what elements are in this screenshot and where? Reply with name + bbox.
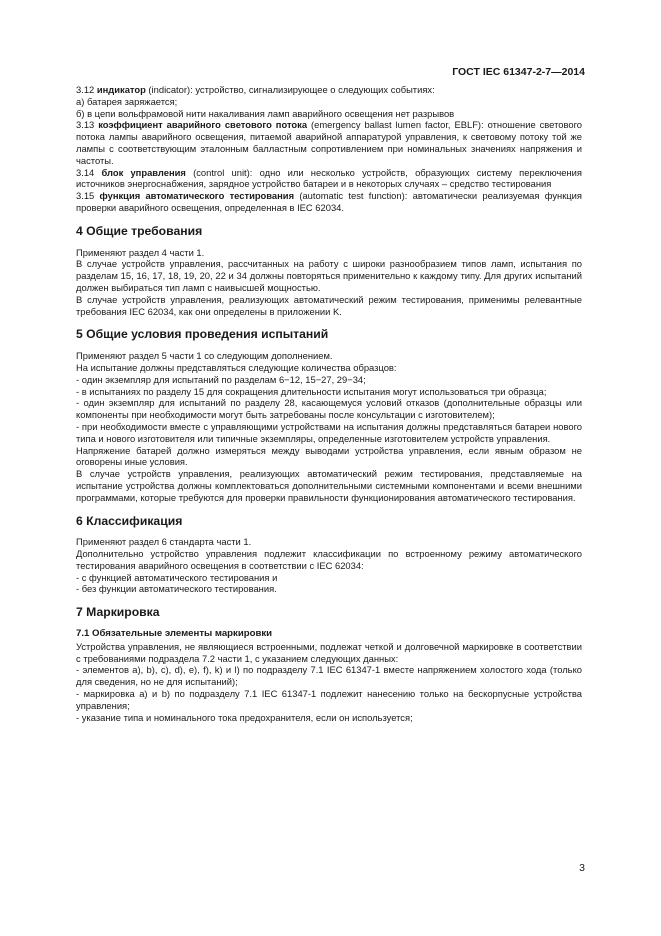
paragraph [76, 386, 582, 398]
document-header: ГОСТ IEC 61347-2-7—2014 [452, 66, 585, 78]
text-run: Применяют раздел 5 части 1 со следующим дополнением. [76, 350, 333, 362]
text-run: - маркировка а) и b) по подразделу 7.1 IEC 61347-1 подлежит нанесению только на бескорпусные устройства управления; [76, 688, 582, 711]
text-run: - при необходимости вместе с управляющими устройствами на испытания должны представляться батареи нового типа и нового изготовителя или типичные экземпляры, определенные изготовителем устройств управления. [76, 420, 582, 444]
subsection-heading: 7.1 Обязательные элементы маркировки [76, 628, 273, 640]
text-run: Применяют раздел 4 части 1. [76, 246, 205, 258]
text-run: - элементов а), b), c), d), e), f), k) и l) по подразделу 7.1 IEC 61347-1 вместе напряжением холостого хода (только для сведения, но не для испытаний); [76, 664, 582, 688]
paragraph [76, 572, 582, 584]
text-run: (indicator): устройство, сигнализирующее о следующих событиях: [145, 84, 435, 95]
paragraph [76, 397, 582, 421]
text-run: На испытание должны представляться следующие количества образцов: [76, 361, 397, 373]
text-run: Напряжение батарей должно измеряться между выводами устройства управления, если явным образом не оговорены иные условия. [76, 444, 582, 468]
section-heading: 6 Классификация [76, 513, 183, 528]
paragraph [76, 108, 582, 120]
term: блок управления [101, 166, 186, 178]
paragraph [76, 84, 582, 96]
paragraph [76, 641, 582, 665]
paragraph [76, 688, 582, 712]
paragraph [76, 445, 582, 469]
text-run: а) батарея заряжается; [76, 95, 178, 107]
text-run: Дополнительно устройство управления подлежит классификации по встроенному режиму автоматического тестирования аварийного освещения в соответствии с IEC 62034: [76, 548, 582, 571]
paragraph [76, 362, 582, 374]
paragraph [76, 96, 582, 108]
term: коэффициент аварийного светового потока [98, 119, 308, 131]
text-run: - в испытаниях по разделу 15 для сокращения длительности испытания могут использоваться три образца; [76, 385, 547, 397]
text-run: - один экземпляр для испытаний по разделам 6−12, 15−27, 29−34; [76, 373, 366, 385]
paragraph [76, 167, 582, 191]
text-run: - один экземпляр для испытаний по разделу 28, касающемуся условий отказов (дополнительные образцы или компоненты при необходимости могут быть затребованы после консультации с изготовителем); [76, 397, 582, 421]
paragraph [76, 664, 582, 688]
text-run: (automatic test function): автоматически реализуемая функция проверки аварийного освещения, определенная в IEC 62034. [76, 190, 582, 213]
text-run: - с функцией автоматического тестирования и [76, 571, 278, 583]
term: функция автоматического тестирования [99, 190, 295, 202]
page-number: 3 [579, 862, 585, 874]
paragraph [76, 374, 582, 386]
paragraph [76, 294, 582, 318]
paragraph [76, 536, 582, 548]
paragraph [76, 421, 582, 445]
text-run: - без функции автоматического тестирования. [76, 583, 277, 595]
paragraph [76, 190, 582, 214]
text-run: 3.12 [76, 84, 97, 95]
text-run: б) в цепи вольфрамовой нити накаливания ламп аварийного освещения нет разрывов [76, 107, 455, 119]
document-body [76, 84, 582, 723]
section-heading: 5 Общие условия проведения испытаний [76, 327, 329, 342]
text-run: В случае устройств управления, реализующих автоматический режим тестирования, применимы релевантные требования IEC 62034, как они определены в приложении K. [76, 293, 582, 317]
paragraph [76, 119, 582, 166]
text-run: Устройства управления, не являющиеся встроенными, подлежат четкой и долговечной маркировке в соответствии с требованиями подраздела 7.2 части 1, с указанием следующих данных: [76, 640, 582, 664]
text-run: В случае устройств управления, реализующих автоматический режим тестирования, представляемые на испытание устройства должны комплектоваться дополнительными системными компонентами и всеми внешними программами, которые требуются для проверки правильности функционирования автоматического тестирования. [76, 468, 582, 503]
paragraph [76, 583, 582, 595]
text-run: 3.15 [76, 190, 100, 202]
section-heading: 7 Маркировка [76, 605, 160, 620]
paragraph [76, 350, 582, 362]
paragraph [76, 712, 582, 724]
text-run: (control unit): одно или несколько устройств, образующих систему переключения источников энергоснабжения, зарядное устройство батареи и в некоторых случаях – средство тестирования [76, 166, 582, 190]
text-run: 3.13 [76, 119, 99, 131]
paragraph [76, 468, 582, 503]
term: индикатор [96, 84, 146, 95]
text-run: 3.14 [76, 166, 102, 178]
paragraph [76, 247, 582, 259]
section-heading: 4 Общие требования [76, 223, 203, 238]
text-run: В случае устройств управления, рассчитанных на работу с широки разнообразием типов ламп, испытания по разделам 15, 16, 17, 18, 19, 20, 22 и 34 должны повторяться применительно к каждому типу. Для других испытаний должен выбираться тип ламп с наивысшей мощностью. [76, 258, 582, 293]
paragraph [76, 258, 582, 293]
paragraph [76, 548, 582, 572]
text-run: - указание типа и номинального тока предохранителя, если он используется; [76, 711, 413, 723]
text-run: Применяют раздел 6 стандарта части 1. [76, 536, 252, 548]
text-run: (emergency ballast lumen factor, EBLF): отношение светового потока лампы аварийного освещения, питаемой аварийной аппаратурой управления, к световому потоку той же лампы с соответствующим эталонным балластным сопротивлением при номинальных значениях напряжения и частоты. [76, 119, 582, 166]
